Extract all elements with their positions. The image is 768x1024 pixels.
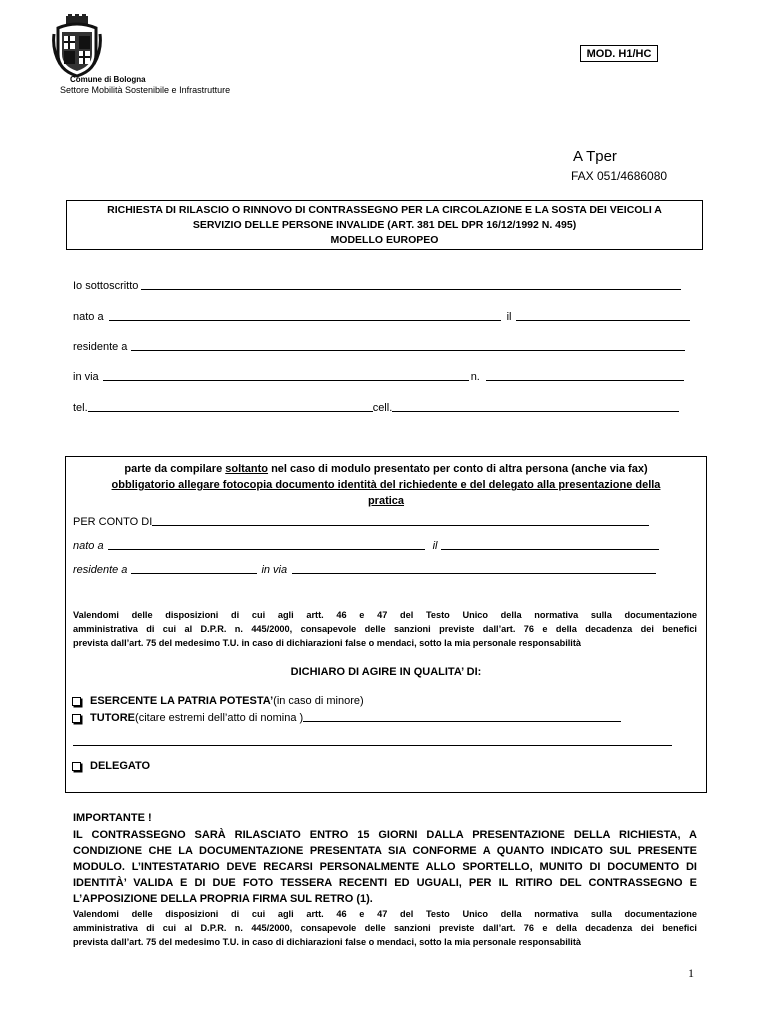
street-number-field[interactable] bbox=[486, 379, 684, 381]
contacts-row bbox=[73, 402, 679, 414]
tutor-act-field[interactable] bbox=[303, 720, 621, 722]
delegate-street-field[interactable] bbox=[292, 573, 656, 574]
page-number: 1 bbox=[688, 966, 694, 980]
street-row bbox=[73, 371, 684, 383]
form-title-line: RICHIESTA DI RILASCIO O RINNOVO DI CONTRASSEGNO PER LA CIRCOLAZIONE E LA SOSTA DEI VEICOLI A bbox=[107, 204, 662, 216]
birthdate-label: il bbox=[506, 311, 512, 323]
important-heading: IMPORTANTE ! bbox=[73, 812, 152, 824]
checkbox[interactable] bbox=[72, 697, 81, 706]
form-title-line: MODELLO EUROPEO bbox=[330, 234, 439, 246]
birthplace-row bbox=[73, 311, 690, 323]
phone-field[interactable] bbox=[88, 410, 373, 412]
undersigned-field[interactable] bbox=[141, 288, 681, 290]
delegate-street-label: in via bbox=[261, 564, 288, 576]
residence-field[interactable] bbox=[131, 349, 685, 351]
tutor-act-field-cont[interactable] bbox=[73, 745, 672, 746]
org-sector: Settore Mobilità Sostenibile e Infrastrutture bbox=[60, 85, 231, 95]
delegate-birthplace-label: nato a bbox=[73, 540, 104, 552]
important-notice bbox=[73, 812, 697, 949]
only-emphasis: soltanto bbox=[225, 463, 269, 475]
street-label: in via bbox=[73, 371, 99, 383]
attachment-requirement: obbligatorio allegare fotocopia documento identità del richiedente e del delegato alla presentazione della bbox=[111, 479, 661, 491]
option-delegate[interactable]: DELEGATO bbox=[72, 760, 150, 772]
street-field[interactable] bbox=[103, 379, 469, 381]
birthplace-label: nato a bbox=[73, 311, 104, 323]
birthplace-field[interactable] bbox=[109, 319, 501, 321]
residence-row bbox=[73, 341, 685, 353]
on-behalf-label: PER CONTO DI bbox=[73, 516, 153, 528]
form-code-label: MOD. H1/HC bbox=[580, 45, 658, 62]
declare-heading: DICHIARO DI AGIRE IN QUALITA’ DI: bbox=[290, 666, 482, 678]
org-name: Comune di Bologna bbox=[70, 75, 146, 84]
delegate-residence-row bbox=[73, 564, 656, 576]
delegate-residence-label: residente a bbox=[73, 564, 128, 576]
recipient: A Tper bbox=[573, 148, 617, 165]
birthdate-field[interactable] bbox=[516, 319, 690, 321]
municipality-crest-logo bbox=[52, 14, 102, 78]
legal-declaration: Valendomi delle disposizioni di cui agli artt. 46 e 47 del Testo Unico della normativa sulla documentazione amministrativa di cui al D.P.R. n. 445/2000, consapevole delle sanzioni previste dall’art. 76 e della decadenza dei benefici prevista dall’art. 75 del medesimo T.U. in caso di dichiarazioni false o mendaci, sotto la mia personale responsabilità bbox=[73, 610, 697, 648]
phone-label: tel. bbox=[73, 402, 88, 414]
delegate-birthplace-field[interactable] bbox=[108, 549, 425, 550]
checkbox[interactable] bbox=[72, 714, 81, 723]
attachment-requirement-cont: pratica bbox=[367, 495, 405, 507]
undersigned-row bbox=[73, 280, 681, 292]
form-title-box bbox=[66, 200, 703, 250]
mobile-field[interactable] bbox=[392, 410, 679, 412]
delegate-birthdate-field[interactable] bbox=[441, 549, 659, 550]
undersigned-label: Io sottoscritto bbox=[73, 280, 139, 292]
recipient-fax: FAX 051/4686080 bbox=[571, 169, 668, 183]
delegate-intro: parte da compilare soltanto nel caso di modulo presentato per conto di altra persona (anche via fax) bbox=[124, 463, 648, 475]
delegate-birthdate-label: il bbox=[432, 540, 438, 552]
important-legal-declaration: Valendomi delle disposizioni di cui agli artt. 46 e 47 del Testo Unico della normativa sulla documentazione amministrativa di cui al D.P.R. n. 445/2000, consapevole delle sanzioni previste dall’art. 76 e della decadenza dei benefici prevista dall’art. 75 del medesimo T.U. in caso di dichiarazioni false o mendaci, sotto la mia personale responsabilità bbox=[73, 909, 697, 947]
delegate-birth-row bbox=[73, 540, 659, 552]
delegate-section bbox=[65, 456, 707, 793]
street-number-label: n. bbox=[470, 371, 480, 383]
delegate-residence-field[interactable] bbox=[131, 573, 257, 574]
checkbox[interactable] bbox=[72, 762, 81, 771]
option-tutor[interactable]: TUTORE (citare estremi dell’atto di nomina ) bbox=[72, 712, 621, 724]
on-behalf-field[interactable] bbox=[152, 525, 649, 526]
important-body: IL CONTRASSEGNO SARÀ RILASCIATO ENTRO 15 GIORNI DALLA PRESENTAZIONE DELLA RICHIESTA, A CONDIZIONE CHE LA DOCUMENTAZIONE PRESENTATA SIA CONFORME A QUANTO INDICATO SUL PRESENTE MODULO. L’INTESTATARIO DEVE RECARSI PERSONALMENTE ALLO SPORTELLO, MUNITO DI DOCUMENTO DI IDENTITÀ’ VALIDA E DI DUE FOTO TESSERA RECENTI ED UGUALI, PER IL RITIRO DEL CONTRASSEGNO E L’APPOSIZIONE DELLA PROPRIA FIRMA SUL RETRO (1). bbox=[73, 829, 697, 905]
residence-label: residente a bbox=[73, 341, 128, 353]
mobile-label: cell. bbox=[372, 402, 393, 414]
option-parental-authority[interactable]: ESERCENTE LA PATRIA POTESTA’ (in caso di minore) bbox=[72, 695, 364, 707]
on-behalf-row bbox=[73, 516, 649, 528]
form-title-line: SERVIZIO DELLE PERSONE INVALIDE (ART. 381 DEL DPR 16/12/1992 N. 495) bbox=[192, 219, 577, 231]
